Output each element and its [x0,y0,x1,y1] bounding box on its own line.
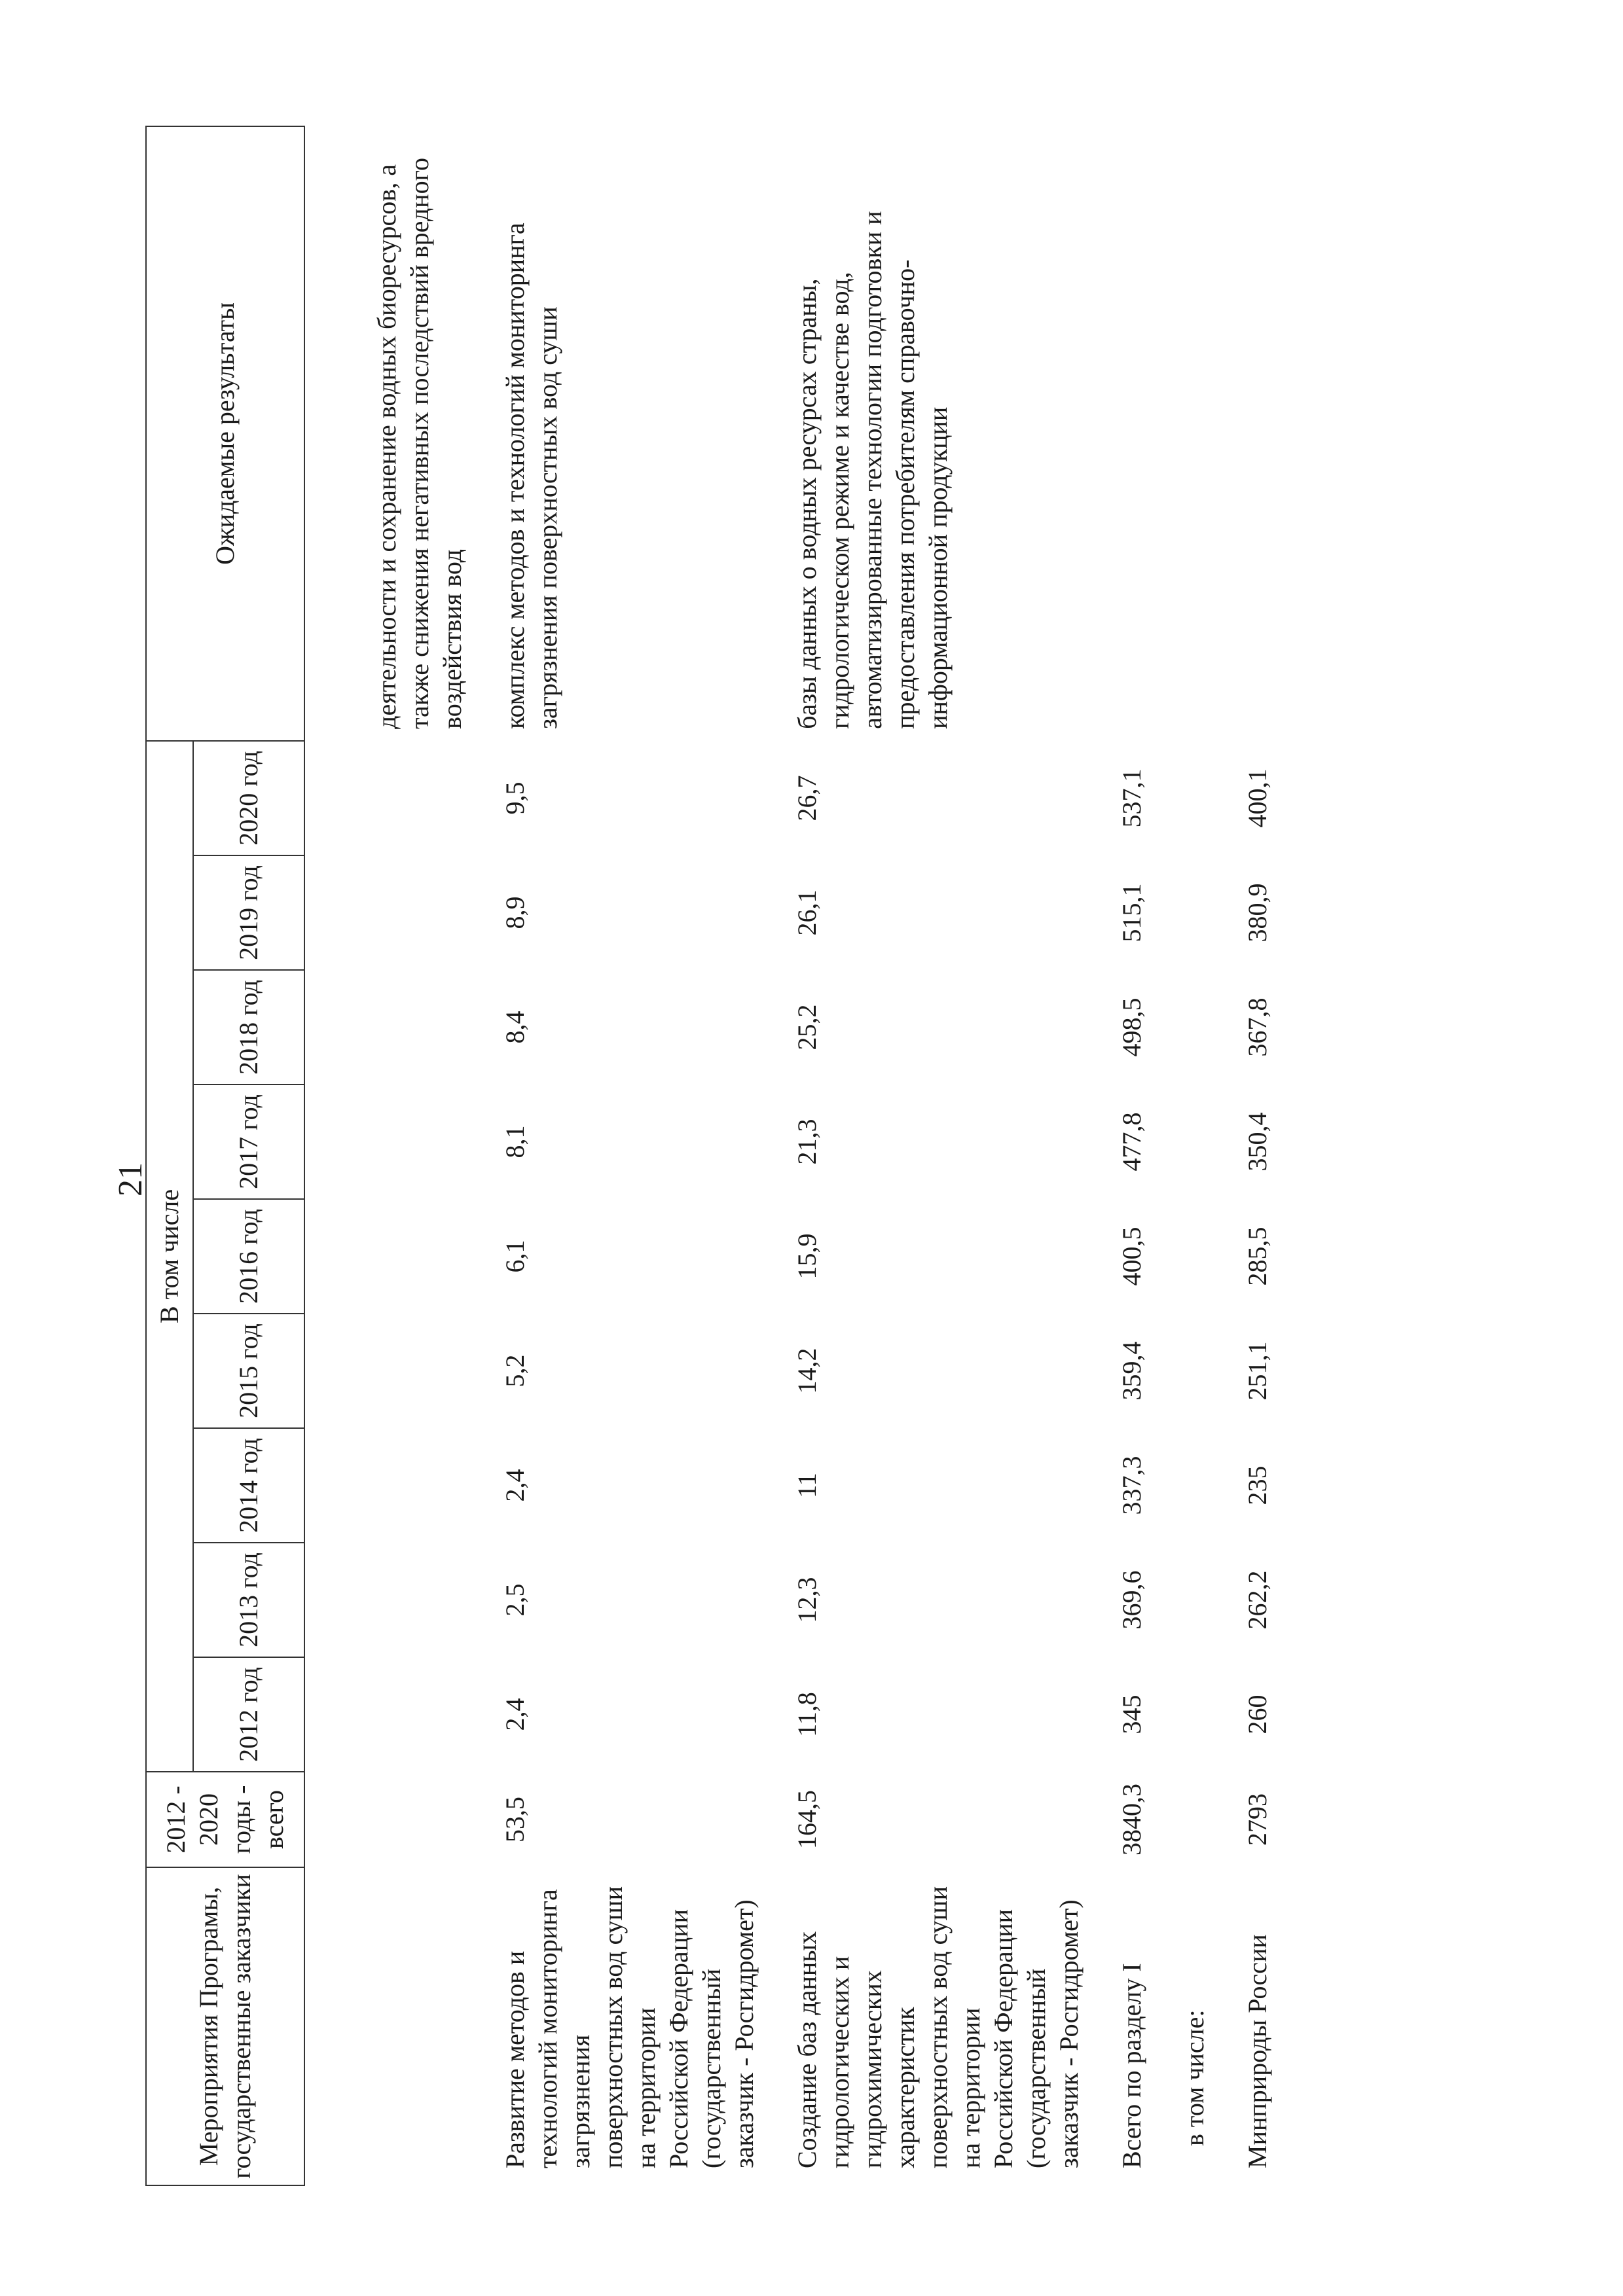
row-value [1178,1085,1211,1199]
row-value [304,1428,469,1543]
row-name: Всего по разделу I [1117,1963,1146,2168]
row-total [304,1772,469,1867]
row-value: 285,5 [1243,1227,1272,1286]
header-year: 2019 год [193,855,304,970]
row-value [304,1199,469,1314]
page-number: 21 [112,1162,149,1196]
row-name: Создание баз данных гидрологических и гидрохимических характеристик поверхностных вод суши на территории Российской Федерации (государственный заказчик - Росгидромет) [792,1886,1084,2168]
row-value: 11 [792,1473,822,1498]
row-name: Минприроды России [1243,1934,1272,2168]
row-value: 15,9 [792,1233,822,1280]
row-value: 477,8 [1117,1112,1146,1172]
row-value: 12,3 [792,1577,822,1623]
table-row [1241,126,1274,2185]
row-value: 25,2 [792,1004,822,1050]
row-value: 235 [1243,1465,1272,1505]
header-group: В том числе [146,741,193,1772]
header-year: 2016 год [193,1199,304,1314]
header-year: 2017 год [193,1085,304,1199]
row-value: 345 [1117,1695,1146,1734]
row-value: 14,2 [792,1348,822,1394]
row-total: 53,5 [500,1797,530,1842]
row-value: 11,8 [792,1692,822,1737]
row-value [304,1543,469,1657]
row-value: 359,4 [1117,1341,1146,1401]
spacer-row [1148,126,1178,2185]
row-value: 260 [1243,1695,1272,1734]
spacer-row [761,126,791,2185]
header-results: Ожидаемые результаты [146,126,304,741]
row-value [304,1657,469,1772]
row-value [1178,970,1211,1085]
table-row [791,126,1085,2185]
row-value: 2,5 [500,1583,530,1617]
row-result [1116,126,1148,741]
row-value: 8,4 [500,1011,530,1044]
row-value [1178,1199,1211,1314]
row-value [304,1314,469,1428]
spacer-row [1085,126,1116,2185]
row-value [304,1085,469,1199]
row-value [304,855,469,970]
row-value: 380,9 [1243,883,1272,942]
row-value: 515,1 [1117,883,1146,942]
header-year: 2020 год [193,741,304,855]
table-row [304,126,469,2185]
row-value: 400,5 [1117,1227,1146,1286]
table-row [499,126,761,2185]
row-value: 350,4 [1243,1112,1272,1172]
row-result [1178,126,1211,741]
header-year: 2012 год [193,1657,304,1772]
row-name: в том числе: [1180,2009,1209,2146]
header-total: 2012 - 2020 годы - всего [146,1772,304,1867]
row-result: базы данных о водных ресурсах страны, гидрологическом режиме и качестве вод, автоматизированные технологии подготовки и предоставления потребителям справочно-информационной продукции [792,211,953,729]
row-value [1178,741,1211,855]
row-total [1178,1772,1211,1867]
row-value: 262,2 [1243,1570,1272,1630]
row-name: Развитие методов и технологий мониторинга загрязнения поверхностных вод суши на территории Российской Федерации (государственный заказчик - Росгидромет) [500,1886,759,2168]
row-value: 6,1 [500,1240,530,1273]
header-year: 2014 год [193,1428,304,1543]
row-value: 8,9 [500,896,530,929]
row-value: 251,1 [1243,1341,1272,1401]
row-value: 9,5 [500,781,530,815]
row-value [304,741,469,855]
header-measures: Мероприятия Програмы, государственные заказчики [146,1867,304,2185]
spacer-row [1211,126,1241,2185]
header-year: 2013 год [193,1543,304,1657]
row-result: комплекс методов и технологий мониторинга загрязнения поверхностных вод суши [500,223,562,729]
table-row [1116,126,1148,2185]
row-total: 2793 [1243,1793,1272,1846]
program-table [145,126,1274,2186]
row-value: 26,7 [792,775,822,821]
row-value: 337,3 [1117,1456,1146,1515]
row-value [1178,855,1211,970]
row-result: деятельности и сохранение водных биоресурсов, а также снижения негативных последствий вредного воздействия вод [372,157,467,729]
header-year: 2015 год [193,1314,304,1428]
row-total: 164,5 [792,1790,822,1849]
row-value: 5,2 [500,1354,530,1388]
row-value [1178,1657,1211,1772]
row-value: 367,8 [1243,997,1272,1057]
row-value: 537,1 [1117,768,1146,828]
row-value: 2,4 [500,1698,530,1731]
row-value [1178,1314,1211,1428]
row-value: 26,1 [792,889,822,936]
spacer-row [469,126,499,2185]
table-row [1178,126,1211,2185]
row-value: 400,1 [1243,768,1272,828]
header-year: 2018 год [193,970,304,1085]
row-value: 8,1 [500,1125,530,1158]
row-value: 21,3 [792,1119,822,1165]
row-result [1241,126,1274,741]
row-value: 498,5 [1117,997,1146,1057]
row-value [304,970,469,1085]
row-value [1178,1543,1211,1657]
row-value: 369,6 [1117,1570,1146,1630]
row-value: 2,4 [500,1469,530,1502]
row-name [304,1867,469,2185]
row-value [1178,1428,1211,1543]
row-total: 3840,3 [1117,1784,1146,1856]
